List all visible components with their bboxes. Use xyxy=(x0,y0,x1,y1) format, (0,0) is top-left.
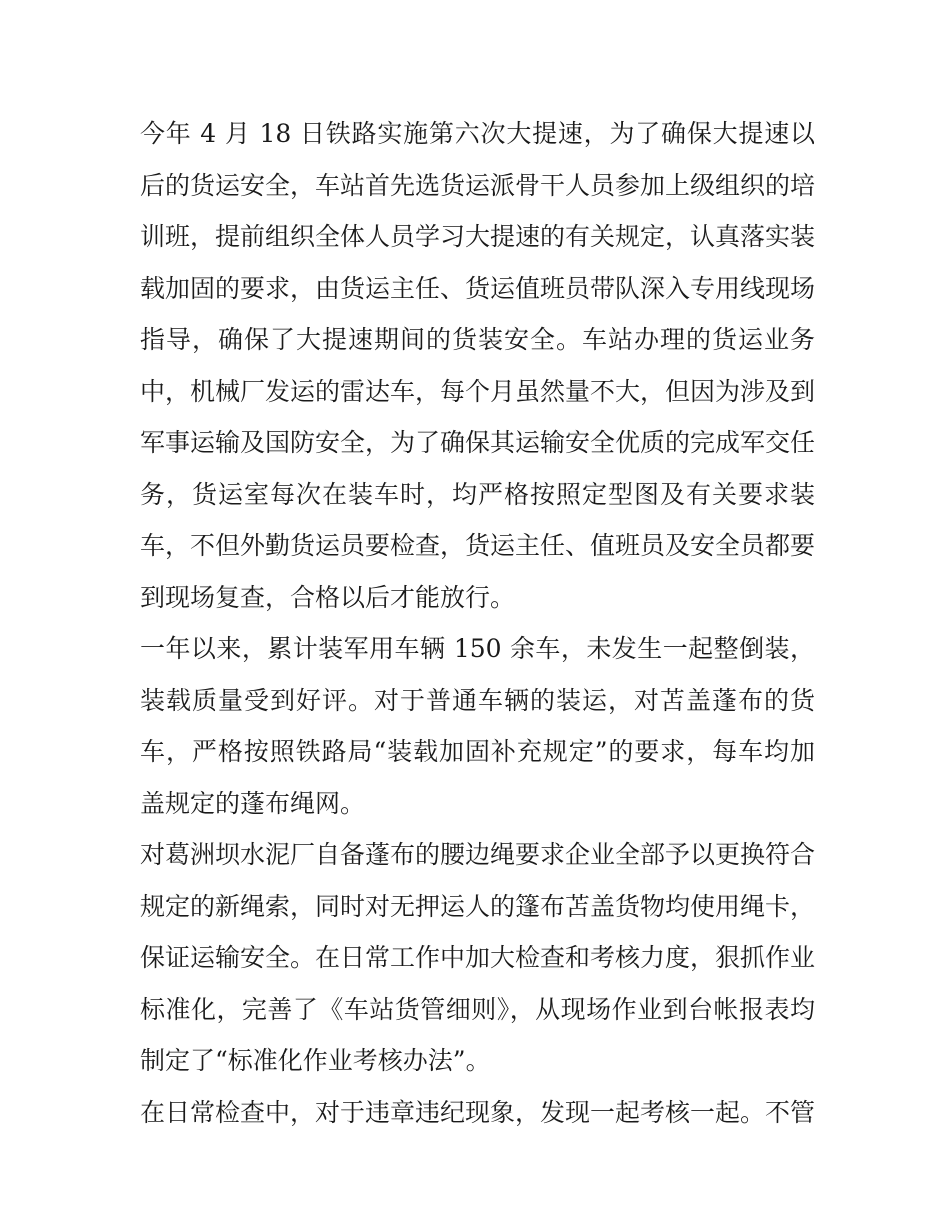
paragraph-1: 今年 4 月 18 日铁路实施第六次大提速，为了确保大提速以后的货运安全，车站首先选货运派骨干人员参加上级组织的培训班，提前组织全体人员学习大提速的有关规定，认真落实装载加固的要求，由货运主任、货运值班员带队深入专用线现场指导，确保了大提速期间的货装安全。车站办理的货运业务中，机械厂发运的雷达车，每个月虽然量不大，但因为涉及到军事运输及国防安全，为了确保其运输安全优质的完成军交任务，货运室每次在装车时，均严格按照定型图及有关要求装车，不但外勤货运员要检查，货运主任、值班员及安全员都要到现场复查，合格以后才能放行。 xyxy=(140,119,816,612)
paragraph-3: 对葛洲坝水泥厂自备蓬布的腰边绳要求企业全部予以更换符合规定的新绳索，同时对无押运人的篷布苫盖货物均使用绳卡，保证运输安全。在日常工作中加大检查和考核力度，狠抓作业标准化，完善了《车站货管细则》，从现场作业到台帐报表均制定了“标准化作业考核办法”。 xyxy=(140,840,816,1075)
document-body xyxy=(140,108,815,1138)
paragraph-2: 一年以来，累计装军用车辆 150 余车，未发生一起整倒装，装载质量受到好评。对于普通车辆的装运，对苫盖蓬布的货车，严格按照铁路局“装载加固补充规定”的要求，每车均加盖规定的蓬布绳网。 xyxy=(140,634,815,818)
paragraph-4: 在日常检查中，对于违章违纪现象，发现一起考核一起。不管 xyxy=(140,1097,816,1127)
